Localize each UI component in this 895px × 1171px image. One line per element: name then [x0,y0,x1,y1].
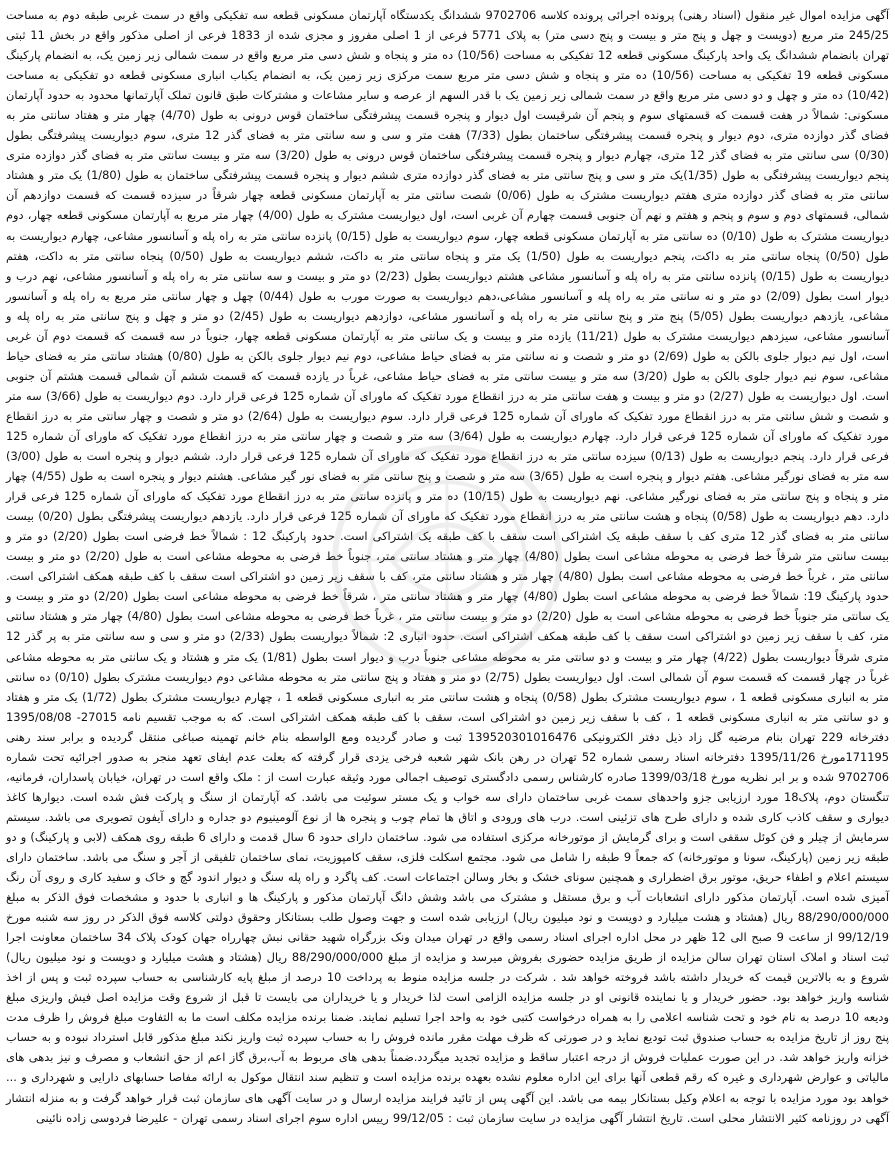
notice-signature: علیرضا فردوسی زاده نائینی [35,1110,170,1125]
notice-body: آگهی مزایده اموال غیر منقول (اسناد رهنی) پرونده اجرائی پرونده کلاسه 9702706 ششدانگ یکدستگاه آپارتمان مسکونی قطعه سه تفکیکی واقع در سمت غربی طبقه دوم به مساحت 245/25 متر مربع (دویست و چهل و پنج متر و بیست و پنج دسی متر) به پلاک 5771 فرعی از 1 اصلی مفروز و مجزی شده از 1833 فرعی از اصلی مذکور واقع در بخش 11 ثبتی تهران بانضمام ششدانگ یک واحد پارکینگ مسکونی قطعه 12 تفکیکی به مساحت (10/56) ده متر و پنجاه و شش دسی متر مربع واقع در سمت شمالی زیر زمین یک، به انضمام پارکینگ مسکونی قطعه 19 تفکیکی به مساحت (10/56) ده متر و پنجاه و شش دسی متر مربع سمت مرکزی زیر زمین یک، به انضمام یکباب انباری مسکونی قطعه دو تفکیکی به مساحت (10/42) ده متر و چهل و دو دسی متر مربع واقع در سمت شمالی زیر زمین یک با قدر السهم از عرصه و سایر مشاعات و مشترکات طبق قانون تملک آپارتمانها محدود به حدود آپارتمان مسکونی: شمالاً در هفت قسمت که قسمتهای سوم و پنجم آن شرقیست اول دیوار و پنجره قسمت پیشرفتگی ساختمان قوس درونی به طول (4/70) چهار متر و هفتاد سانتی متر به فضای گذر دوازده متری، دوم دیوار و پنجره قسمت پیشرفتگی ساختمان بطول (7/33) هفت متر و سی و سه سانتی متر به فضای گذر 12 متری، سوم دیواریست پیشرفتگی بطول (0/30) سی سانتی متر به فضای گذر 12 متری، چهارم دیوار و پنجره قسمت پیشرفتگی ساختمان قوس درونی به طول (3/20) سه متر و بیست سانتی متر به فضای گذر دوازده متری پنجم دیواریست پیشرفتگی به طول (1/35)یک متر و سی و پنج سانتی متر به فضای گذر دوازده متری ششم دیوار و پنجره قسمت پیشرفتگی ساختمان به طول (1/80) یک متر و هشتاد سانتی متر به فضای گذر دوازده متری هفتم دیواریست مشترک به طول (0/06) شصت سانتی متر به آپارتمان مسکونی قطعه چهار شرقاً در سیزده قسمت که قسمت دوازدهم آن شمالی، قسمتهای دوم و سوم و پنجم و هفتم و نهم آن جنوبی قسمت چهارم آن غربی است، اول دیواریست مشترک به طول (4/00) چهار متر مربع به آپارتمان مسکونی قطعه چهار، دوم دیواریست مشترک به طول (0/10) ده سانتی متر به آپارتمان مسکونی قطعه چهار، سوم دیواریست به طول (0/15) پانزده سانتی متر به راه پله و آسانسور مشاعی، چهارم دیواریست به طول (0/50) پنجاه سانتی متر به داکت، پنجم دیواریست به طول (1/50) یک متر و پنجاه سانتی متر به داکت، ششم دیواریست به طول (0/50) پنجاه سانتی متر به داکت، هفتم دیواریست به طول (0/15) پانزده سانتی متر به راه پله و آسانسور مشاعی هشتم دیواریست بطول (2/23) دو متر و بیست و سه سانتی متر به راه پله و آسانسور مشاعی، نهم درب و دیوار است بطول (2/09) دو متر و نه سانتی متر به راه پله و آسانسور مشاعی،دهم دیواریست به صورت مورب به طول (0/44) چهل و چهار سانتی متر مربع به راه پله و آسانسور مشاعی، یازدهم دیواریست بطول (5/05) پنج متر و پنج سانتی متر به راه پله و آسانسور مشاعی، دوازدهم دیواریست به طول (2/45) دو متر و چهل و پنج سانتی متر به راه پله و آسانسور مشاعی، سیزدهم دیواریست مشترک به طول (11/21) یازده متر و بیست و یک سانتی متر به آپارتمان مسکونی قطعه چهار، جنوباً در سه قسمت که قسمت دوم آن غربی است، اول نیم دیوار جلوی بالکن به طول (2/69) دو متر و شصت و نه سانتی متر به فضای حیاط مشاعی، دوم نیم دیوار جلوی بالکن به طول (0/80) هشتاد سانتی متر به فضای حیاط مشاعی، سوم نیم دیوار جلوی بالکن به طول (3/20) سه متر و بیست سانتی متر به فضای حیاط مشاعی، غرباً در یازده قسمت که قسمت ششم آن شمالی قسمت هشتم آن جنوبی است. اول دیواریست به طول (2/27) دو متر و بیست و هفت سانتی متر به درز انقطاع مورد تفکیک که ماورای آن شماره 125 فرعی قرار دارد. دوم دیواریست به طول (3/66) سه متر و شصت و شش سانتی متر به درز انقطاع مورد تفکیک که ماورای آن شماره 125 فرعی قرار دارد. سوم دیواریست به طول (2/64) دو متر و شصت و چهار سانتی متر به درز انقطاع مورد تفکیک که ماورای آن شماره 125 فرعی قرار دارد. چهارم دیواریست به طول (3/64) سه متر و شصت و چهار سانتی متر به درز انقطاع مورد تفکیک که ماورای آن شماره 125 فرعی قرار دارد. پنجم دیواریست به طول (0/13) سیزده سانتی متر به درز انقطاع مورد تفکیک که ماورای آن شماره 125 فرعی قرار دارد. ششم دیوار و پنجره است به طول (3/00) سه متر به فضای نورگیر مشاعی. هفتم دیوار و پنجره است به طول (3/65) سه متر و شصت و پنج سانتی متر به فضای نور گیر مشاعی. هشتم دیوار و پنجره است به طول (4/55) چهار متر و پنجاه و پنج سانتی متر به فضای نورگیر مشاعی. نهم دیواریست به طول (10/15) ده متر و پانزده سانتی متر به درز انقطاع مورد تفکیک که ماورای آن شماره 125 فرعی قرار دارد. دهم دیواریست به طول (0/58) پنجاه و هشت سانتی متر به درز انقطاع مورد تفکیک که ماورای آن شماره 125 فرعی قرار دارد. یازدهم دیواریست پیشرفتگی بطول (0/20) بیست سانتی متر به فضای گذر 12 متری کف با سقف طبقه یک اشتراکی است سقف با کف طبقه یک اشتراکی است. حدود پارکینگ 12 : شمالاً خط فرضی است بطول (2/20) دو متر و بیست سانتی متر شرقاً خط فرضی به محوطه مشاعی است بطول (4/80) چهار متر و هشتاد سانتی متر، جنوباً خط فرضی به محوطه مشاعی است به طول (2/20) دو متر و بیست سانتی متر ، غرباً خط فرضی به محوطه مشاعی است بطول (4/80) چهار متر و هشتاد سانتی متر، کف با سقف زیر زمین دو اشتراکی است سقف با کف طبقه همکف اشتراکی است. حدود پارکینگ 19: شمالاً خط فرضی به محوطه مشاعی است بطول (4/80) چهار متر و هشتاد سانتی متر ، شرقاً خط فرضی به محوطه مشاعی است بطول (2/20) دو متر و بیست و یک سانتی متر جنوباً خط فرضی به محوطه مشاعی است به طول (2/20) دو متر و بیست سانتی متر ، غرباً خط فرضی به محوطه مشاعی است بطول (4/80) چهار متر و هشتاد سانتی متر، کف با سقف زیر زمین دو اشتراکی است سقف با کف طبقه همکف اشتراکی است. حدود انباری 2: شمالاً دیواریست بطول (2/33) دو متر و سی و سه سانتی متر به پر گذر 12 متری شرقاً دیواریست بطول (4/22) چهار متر و بیست و دو سانتی متر به محوطه مشاعی جنوباً درب و دیوار است بطول (1/81) یک متر و هشتاد و یک سانتی متر به محوطه مشاعی غرباً در چهار قسمت که قسمت سوم آن شمالی است. اول دیواریست بطول (2/75) دو متر و هفتاد و پنج سانتی متر به محوطه مشاعی دوم دیواریست مشترک بطول (0/10) ده سانتی متر به انباری مسکونی قطعه 1 ، سوم دیواریست مشترک بطول (0/58) پنجاه و هشت سانتی متر به انباری مسکونی قطعه 1 ، چهارم دیواریست مشترک بطول (1/72) یک متر و هفتاد و دو سانتی متر به انباری مسکونی قطعه 1 ، کف با سقف زیر زمین دو اشتراکی است، سقف با کف طبقه همکف اشتراکی است. که به موجب تقسیم نامه 27015- 1395/08/08 دفترخانه 229 تهران بنام مرضیه گل زاد ذیل دفتر الکترونیکی 139520301016476 ثبت و صادر گردیده ومع الواسطه بنام خانم تهمینه صباغی منتقل گردیده و برابر سند رهنی 171195مورخ 1395/11/26 دفترخانه اسناد رسمی شماره 52 تهران در رهن بانک شهر شعبه فرخی یزدی قرار گرفته که بعلت عدم ایفای تعهد منجر به صدور اجرائیه تحت شماره 9702706 شده و بر ابر نظریه مورخ 1399/03/18 صادره کارشناس رسمی دادگستری توصیف اجمالی مورد وثیقه عبارت است از : ملک واقع است در تهران، خیابان پاسداران، فرمانیه، تنگستان دوم، پلاک18 مورد ارزیابی جزو واحدهای سمت غربی ساختمان دارای سه خواب و یک مستر سوئیت می باشد. که آپارتمان از سنگ و پارکت فش شده است. دیوارها کاغذ دیواری و سقف کاذب کاری شده و دارای طرح های تزئینی است. درب های ورودی و اتاق ها تمام چوب و پنجره ها از نوع آلومینیوم دو جداره و دارای آیفون تصویری می باشد. سیستم سرمایش از چیلر و فن کوئل سقفی است و برای گرمایش از موتورخانه مرکزی استفاده می شود. ساختمان دارای حدود 6 سال قدمت و دارای 6 طبقه روی همکف (لابی و پارکینگ) و دو طبقه زیر زمین (پارکینگ، سونا و موتورخانه) که جمعاً 9 طبقه را شامل می شود. مجتمع اسکلت فلزی، سقف کامپوزیت، نمای ساختمان تلفیقی از آجر و سنگ می باشد. ساختمان دارای سیستم اعلام و اطفاء حریق، موتور برق اضطراری و همچنین سونای خشک و بخار وسالن اجتماعات است. کف پاگرد و راه پله سنگ و دیوار اندود گچ و خاک و سفید کاری و روی آن رنگ آمیزی شده است. آپارتمان مذکور دارای انشعابات آب و برق مستقل و مشترک می باشد وشش دانگ آپارتمان مذکور و پارکینگ ها و انباری با حدود و مشخصات فوق الذکر به مبلغ 88/290/000/000 ریال (هشتاد و هشت میلیارد و دویست و نود میلیون ریال) ارزیابی شده است و جهت وصول طلب بستانکار وحقوق دولتی کلاسه فوق الذکر در روز سه شنبه مورخ 99/12/19 از ساعت 9 صبح الی 12 ظهر در محل اداره اجرای اسناد رسمی واقع در تهران میدان ونک بزرگراه شهید حقانی نبش چهارراه جهان کودک پلاک 34 ساختمان معاونت اجرا ثبت اسناد و املاک استان تهران سالن مزایده از طریق مزایده حضوری بفروش میرسد و مزایده از مبلغ 88/290/000/000 ریال (هشتاد و هشت میلیارد و دویست و نود میلیون ریال) شروع و به بالاترین قیمت که خریدار داشته باشد فروخته خواهد شد . شرکت در جلسه مزایده منوط به پرداخت 10 درصد از مبلغ پایه کارشناسی به حساب سپرده ثبت و پس از اخذ شناسه واریز خواهد بود. حضور خریدار و یا نماینده قانونی او در جلسه مزایده الزامی است لذا خریدار و یا خریداران می بایست تا قبل از شروع وقت مزایده اصل فیش واریزی مبلغ ودیعه 10 درصد به نام خود و تحت شناسه اعلامی را به همراه درخواست کتبی خود به واحد اجرا تسلیم نمایند. ضمنا برنده مزایده مکلف است ما به التفاوت مبلغ فروش را ظرف مدت پنج روز از تاریخ مزایده به حساب صندوق ثبت تودیع نماید و در صورتی که ظرف مهلت مقرر مانده فروش را به حساب سپرده ثبت واریز نکند مبلغ مذکور قابل استرداد نبوده و به حساب خزانه واریز خواهد شد. در این صورت عملیات فروش از درجه اعتبار ساقط و مزایده تجدید میگردد.ضمناً بدهی های مربوط به آب،برق گاز اعم از حق انشعاب و مصرف و نیز بدهی های مالیاتی و عوارض شهرداری و غیره که رقم قطعی آنها برای این اداره معلوم نشده بعهده برنده مزایده است و تنظیم سند انتقال موکول به ارائه مفاصا حسابهای دارایی و شهرداری و ... خواهد بود مورد مزایده با توجه به اعلام وکیل بستانکار بیمه می باشد. این آگهی پس از تائید فرایند مزایده ارسال و در سایت آگهی های سازمان ثبت قرار خواهد گرفت و به منزله انتشار آگهی در روزنامه کثیر الانتشار محلی است. تاریخ انتشار آگهی مزایده در سایت سازمان ثبت : 99/12/05 رییس اداره سوم اجرای اسناد رسمی تهران - [6,8,890,1125]
auction-notice-text [6,5,889,1128]
